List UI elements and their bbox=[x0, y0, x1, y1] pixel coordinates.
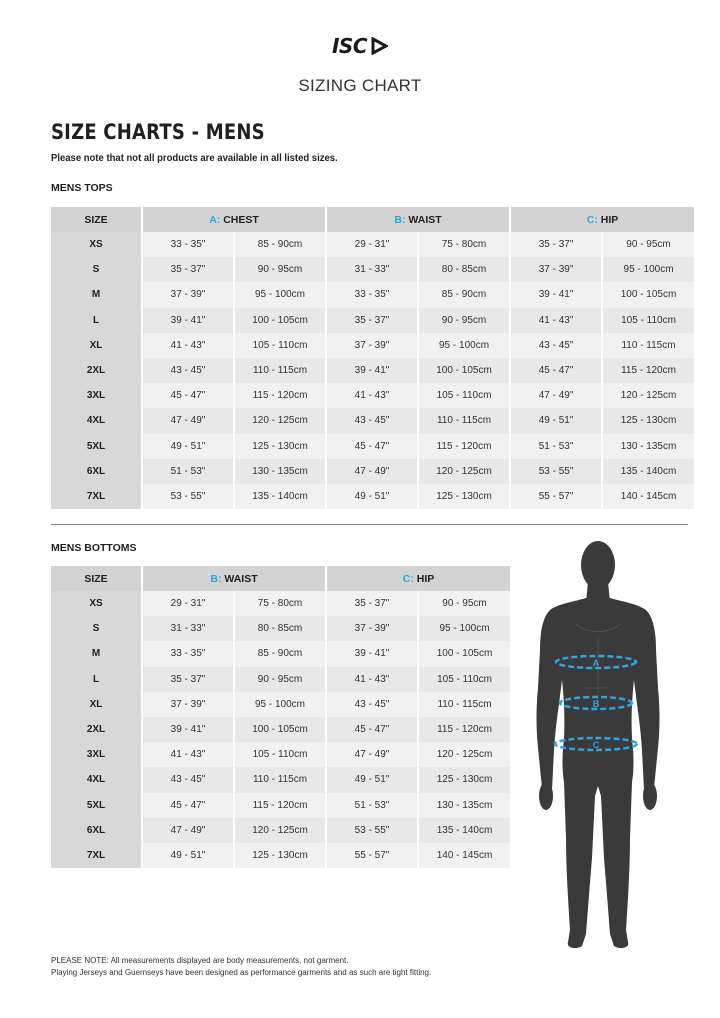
table-row bbox=[51, 257, 694, 282]
size-label-cell: 3XL bbox=[51, 742, 141, 767]
waist-label: WAIST bbox=[408, 213, 442, 226]
table-row bbox=[51, 232, 694, 257]
waist-letter: B: bbox=[210, 572, 222, 585]
measurement-cell: 90 - 95cm bbox=[419, 308, 509, 333]
hip-label: HIP bbox=[416, 572, 435, 585]
measurement-cell: 110 - 115cm bbox=[603, 333, 694, 358]
isc-logo bbox=[332, 34, 388, 58]
footer-notes bbox=[51, 955, 431, 978]
footer-note-fit: Playing Jerseys and Guernseys have been designed as performance garments and as such are tight fitting. bbox=[51, 967, 432, 977]
band-label-c: C bbox=[592, 740, 600, 750]
measurement-cell: 130 - 135cm bbox=[419, 793, 510, 818]
section-title-tops: MENS TOPS bbox=[51, 182, 113, 194]
measurement-cell: 41 - 43" bbox=[143, 333, 233, 358]
measurement-cell: 105 - 110cm bbox=[235, 333, 325, 358]
measurement-cell: 51 - 53" bbox=[511, 434, 601, 459]
measurement-cell: 115 - 120cm bbox=[419, 434, 509, 459]
measurement-cell: 125 - 130cm bbox=[235, 434, 325, 459]
measurement-cell: 41 - 43" bbox=[511, 308, 601, 333]
size-label-cell: L bbox=[51, 667, 141, 692]
measurement-cell: 105 - 110cm bbox=[419, 667, 510, 692]
measurement-cell: 37 - 39" bbox=[143, 692, 233, 717]
size-label-cell: 2XL bbox=[51, 717, 141, 742]
measurement-cell: 39 - 41" bbox=[327, 641, 417, 666]
table-header-row bbox=[51, 207, 694, 232]
footer-note-measurements: PLEASE NOTE: All measurements displayed are body measurements, not garment. bbox=[51, 956, 349, 965]
measurement-cell: 90 - 95cm bbox=[419, 591, 510, 616]
measurement-cell: 39 - 41" bbox=[143, 308, 233, 333]
table-row bbox=[51, 308, 694, 333]
measurement-cell: 105 - 110cm bbox=[419, 383, 509, 408]
measurement-cell: 115 - 120cm bbox=[419, 717, 510, 742]
measurement-cell: 90 - 95cm bbox=[603, 232, 694, 257]
measurement-cell: 100 - 105cm bbox=[235, 308, 325, 333]
measurement-cell: 110 - 115cm bbox=[235, 767, 325, 792]
size-column-header: SIZE bbox=[51, 207, 141, 232]
measurement-cell: 115 - 120cm bbox=[603, 358, 694, 383]
bottoms-size-table bbox=[49, 566, 512, 868]
table-row bbox=[51, 641, 510, 666]
measurement-cell: 55 - 57" bbox=[511, 484, 601, 509]
chest-column-header bbox=[143, 207, 325, 232]
measurement-cell: 33 - 35" bbox=[143, 232, 233, 257]
logo-text: ISC bbox=[331, 34, 368, 58]
measurement-cell: 47 - 49" bbox=[143, 408, 233, 433]
hip-letter: C: bbox=[402, 572, 414, 585]
table-row bbox=[51, 616, 510, 641]
measurement-cell: 95 - 100cm bbox=[419, 333, 509, 358]
table-row bbox=[51, 358, 694, 383]
measurement-cell: 55 - 57" bbox=[327, 843, 417, 868]
table-row bbox=[51, 692, 510, 717]
size-label-cell: XL bbox=[51, 333, 141, 358]
measurement-cell: 95 - 100cm bbox=[419, 616, 510, 641]
measurement-cell: 45 - 47" bbox=[511, 358, 601, 383]
waist-label: WAIST bbox=[224, 572, 258, 585]
size-label-cell: 6XL bbox=[51, 459, 141, 484]
measurement-cell: 45 - 47" bbox=[327, 434, 417, 459]
hip-column-header bbox=[511, 207, 694, 232]
table-row bbox=[51, 282, 694, 307]
measurement-cell: 33 - 35" bbox=[143, 641, 233, 666]
table-row bbox=[51, 434, 694, 459]
human-silhouette-icon bbox=[528, 538, 668, 954]
table-row bbox=[51, 459, 694, 484]
measurement-cell: 105 - 110cm bbox=[235, 742, 325, 767]
table-row bbox=[51, 484, 694, 509]
measurement-cell: 39 - 41" bbox=[143, 717, 233, 742]
table-row bbox=[51, 591, 510, 616]
hip-column-header bbox=[327, 566, 510, 591]
measurement-cell: 115 - 120cm bbox=[235, 793, 325, 818]
table-row bbox=[51, 843, 510, 868]
measurement-cell: 80 - 85cm bbox=[235, 616, 325, 641]
play-triangle-icon bbox=[370, 37, 388, 55]
measurement-cell: 47 - 49" bbox=[511, 383, 601, 408]
size-label-cell: M bbox=[51, 641, 141, 666]
measurement-cell: 49 - 51" bbox=[327, 767, 417, 792]
measurement-cell: 47 - 49" bbox=[327, 459, 417, 484]
measurement-cell: 95 - 100cm bbox=[235, 692, 325, 717]
measurement-cell: 115 - 120cm bbox=[235, 383, 325, 408]
measurement-cell: 85 - 90cm bbox=[419, 282, 509, 307]
measurement-cell: 43 - 45" bbox=[143, 358, 233, 383]
measurement-cell: 53 - 55" bbox=[327, 818, 417, 843]
measurement-cell: 120 - 125cm bbox=[419, 742, 510, 767]
measurement-cell: 110 - 115cm bbox=[419, 408, 509, 433]
measurement-cell: 135 - 140cm bbox=[603, 459, 694, 484]
band-label-a: A bbox=[592, 658, 600, 668]
page-subtitle: SIZING CHART bbox=[298, 76, 422, 95]
measurement-cell: 49 - 51" bbox=[327, 484, 417, 509]
measurement-cell: 37 - 39" bbox=[511, 257, 601, 282]
measurement-cell: 31 - 33" bbox=[143, 616, 233, 641]
measurement-cell: 35 - 37" bbox=[327, 308, 417, 333]
measurement-cell: 37 - 39" bbox=[143, 282, 233, 307]
page-title: SIZE CHARTS - MENS bbox=[51, 120, 265, 144]
size-label-cell: S bbox=[51, 616, 141, 641]
waist-letter: B: bbox=[394, 213, 406, 226]
measurement-cell: 90 - 95cm bbox=[235, 257, 325, 282]
measurement-cell: 31 - 33" bbox=[327, 257, 417, 282]
waist-column-header bbox=[143, 566, 325, 591]
measurement-cell: 49 - 51" bbox=[143, 843, 233, 868]
size-label-cell: 3XL bbox=[51, 383, 141, 408]
measurement-cell: 53 - 55" bbox=[511, 459, 601, 484]
availability-note: Please note that not all products are available in all listed sizes. bbox=[51, 153, 338, 164]
measurement-cell: 35 - 37" bbox=[143, 667, 233, 692]
size-label-cell: 7XL bbox=[51, 484, 141, 509]
size-label-cell: XL bbox=[51, 692, 141, 717]
measurement-cell: 43 - 45" bbox=[327, 408, 417, 433]
measurement-cell: 47 - 49" bbox=[327, 742, 417, 767]
section-title-bottoms: MENS BOTTOMS bbox=[51, 542, 137, 554]
size-label-cell: 6XL bbox=[51, 818, 141, 843]
measurement-cell: 29 - 31" bbox=[327, 232, 417, 257]
size-label-cell: S bbox=[51, 257, 141, 282]
size-label-cell: M bbox=[51, 282, 141, 307]
hip-letter: C: bbox=[586, 213, 598, 226]
measurement-cell: 120 - 125cm bbox=[603, 383, 694, 408]
measurement-cell: 135 - 140cm bbox=[235, 484, 325, 509]
size-label-cell: 7XL bbox=[51, 843, 141, 868]
hip-label: HIP bbox=[600, 213, 619, 226]
measurement-cell: 125 - 130cm bbox=[419, 767, 510, 792]
measurement-cell: 140 - 145cm bbox=[419, 843, 510, 868]
size-label-cell: 2XL bbox=[51, 358, 141, 383]
measurement-cell: 125 - 130cm bbox=[235, 843, 325, 868]
measurement-cell: 53 - 55" bbox=[143, 484, 233, 509]
measurement-cell: 120 - 125cm bbox=[419, 459, 509, 484]
table-row bbox=[51, 408, 694, 433]
table-row bbox=[51, 383, 694, 408]
table-row bbox=[51, 793, 510, 818]
body-measurement-figure bbox=[528, 538, 668, 954]
table-row bbox=[51, 818, 510, 843]
measurement-cell: 39 - 41" bbox=[327, 358, 417, 383]
measurement-cell: 41 - 43" bbox=[327, 383, 417, 408]
chest-letter: A: bbox=[209, 213, 221, 226]
measurement-cell: 120 - 125cm bbox=[235, 408, 325, 433]
size-label-cell: L bbox=[51, 308, 141, 333]
measurement-cell: 43 - 45" bbox=[143, 767, 233, 792]
measurement-cell: 33 - 35" bbox=[327, 282, 417, 307]
table-row bbox=[51, 742, 510, 767]
table-row bbox=[51, 717, 510, 742]
measurement-cell: 100 - 105cm bbox=[235, 717, 325, 742]
measurement-cell: 85 - 90cm bbox=[235, 232, 325, 257]
measurement-cell: 49 - 51" bbox=[143, 434, 233, 459]
measurement-cell: 100 - 105cm bbox=[603, 282, 694, 307]
measurement-cell: 47 - 49" bbox=[143, 818, 233, 843]
measurement-cell: 37 - 39" bbox=[327, 333, 417, 358]
waist-column-header bbox=[327, 207, 509, 232]
measurement-cell: 80 - 85cm bbox=[419, 257, 509, 282]
table-row bbox=[51, 667, 510, 692]
measurement-cell: 95 - 100cm bbox=[603, 257, 694, 282]
size-label-cell: XS bbox=[51, 232, 141, 257]
measurement-cell: 75 - 80cm bbox=[419, 232, 509, 257]
measurement-cell: 140 - 145cm bbox=[603, 484, 694, 509]
measurement-cell: 43 - 45" bbox=[511, 333, 601, 358]
measurement-cell: 35 - 37" bbox=[511, 232, 601, 257]
brand-header bbox=[0, 34, 720, 58]
measurement-cell: 41 - 43" bbox=[143, 742, 233, 767]
measurement-cell: 37 - 39" bbox=[327, 616, 417, 641]
measurement-cell: 90 - 95cm bbox=[235, 667, 325, 692]
measurement-cell: 100 - 105cm bbox=[419, 358, 509, 383]
measurement-cell: 130 - 135cm bbox=[235, 459, 325, 484]
measurement-cell: 41 - 43" bbox=[327, 667, 417, 692]
measurement-cell: 43 - 45" bbox=[327, 692, 417, 717]
size-label-cell: 4XL bbox=[51, 408, 141, 433]
measurement-cell: 105 - 110cm bbox=[603, 308, 694, 333]
size-column-header: SIZE bbox=[51, 566, 141, 591]
table-row bbox=[51, 333, 694, 358]
measurement-cell: 120 - 125cm bbox=[235, 818, 325, 843]
measurement-cell: 49 - 51" bbox=[511, 408, 601, 433]
measurement-cell: 39 - 41" bbox=[511, 282, 601, 307]
measurement-cell: 35 - 37" bbox=[327, 591, 417, 616]
measurement-cell: 125 - 130cm bbox=[419, 484, 509, 509]
measurement-cell: 75 - 80cm bbox=[235, 591, 325, 616]
measurement-cell: 110 - 115cm bbox=[419, 692, 510, 717]
measurement-cell: 45 - 47" bbox=[143, 793, 233, 818]
tops-size-table bbox=[49, 207, 696, 509]
size-label-cell: 4XL bbox=[51, 767, 141, 792]
measurement-cell: 100 - 105cm bbox=[419, 641, 510, 666]
table-header-row bbox=[51, 566, 510, 591]
size-label-cell: 5XL bbox=[51, 793, 141, 818]
measurement-cell: 35 - 37" bbox=[143, 257, 233, 282]
table-row bbox=[51, 767, 510, 792]
size-label-cell: XS bbox=[51, 591, 141, 616]
chest-label: CHEST bbox=[223, 213, 259, 226]
measurement-cell: 45 - 47" bbox=[143, 383, 233, 408]
measurement-cell: 110 - 115cm bbox=[235, 358, 325, 383]
measurement-cell: 125 - 130cm bbox=[603, 408, 694, 433]
band-label-b: B bbox=[592, 699, 600, 709]
measurement-cell: 51 - 53" bbox=[327, 793, 417, 818]
measurement-cell: 135 - 140cm bbox=[419, 818, 510, 843]
measurement-cell: 51 - 53" bbox=[143, 459, 233, 484]
measurement-cell: 95 - 100cm bbox=[235, 282, 325, 307]
measurement-cell: 45 - 47" bbox=[327, 717, 417, 742]
measurement-cell: 130 - 135cm bbox=[603, 434, 694, 459]
measurement-cell: 85 - 90cm bbox=[235, 641, 325, 666]
measurement-cell: 29 - 31" bbox=[143, 591, 233, 616]
size-label-cell: 5XL bbox=[51, 434, 141, 459]
section-divider bbox=[51, 524, 688, 525]
